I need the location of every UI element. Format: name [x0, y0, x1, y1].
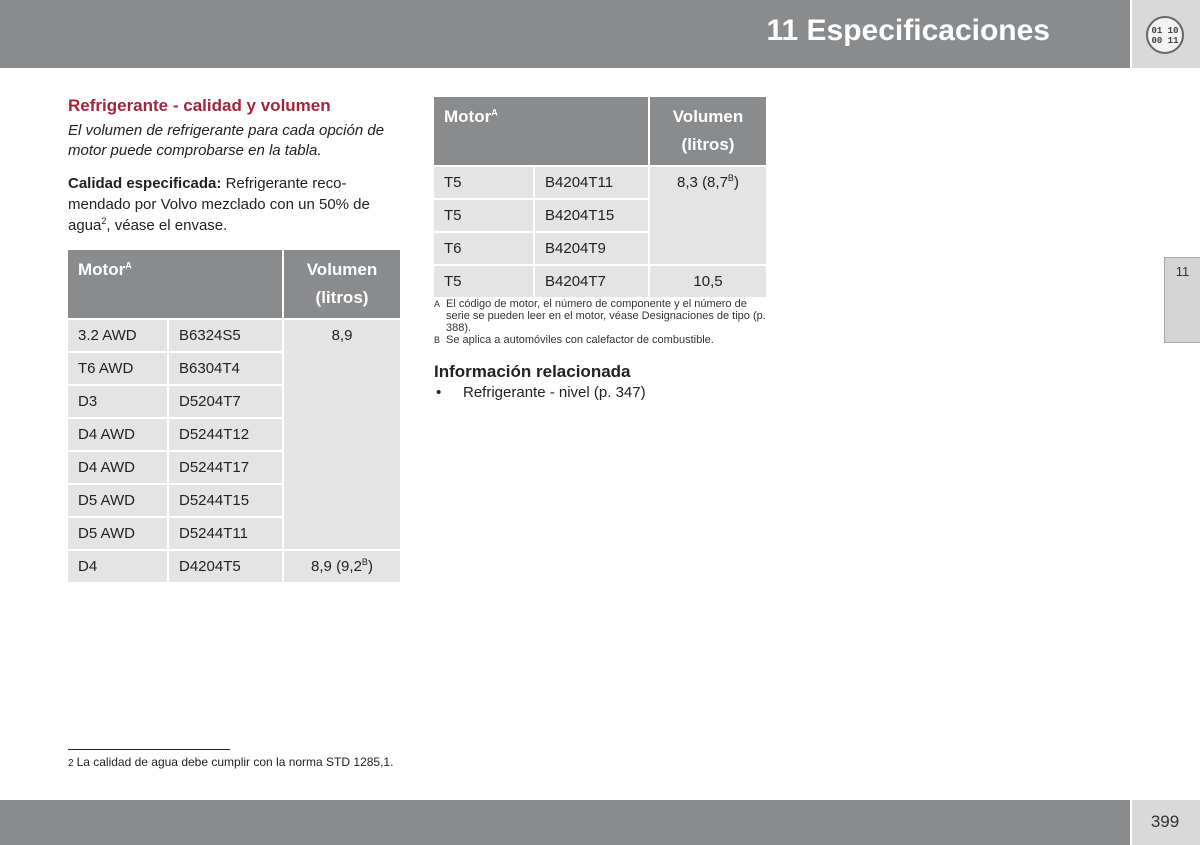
related-info [434, 362, 774, 403]
header-motor: Motor$^A$ [434, 97, 650, 167]
note-ref-b[interactable]: B [727, 173, 734, 183]
bullet: • [436, 384, 442, 401]
model-cell: T6 [434, 233, 535, 266]
section-intro: El volumen de refrigerante para cada opción de motor puede comprobarse en la tabla. [68, 122, 385, 159]
engine-code-cell: B4204T11 [535, 167, 650, 200]
engine-code-cell: D5244T17 [169, 452, 284, 485]
engine-code-cell: B4204T15 [535, 200, 650, 233]
left-column [68, 96, 400, 236]
volume-cell: 10,5 [650, 266, 766, 299]
engine-code-cell: B6324S5 [169, 320, 284, 353]
volume-cell: 8,3 $(8,7^B)$ [650, 167, 766, 266]
coolant-table-1 [68, 250, 400, 584]
section-title: Refrigerante - calidad y volumen [68, 96, 331, 115]
table-row [434, 266, 766, 299]
model-cell: T5 [434, 266, 535, 299]
table-row [68, 320, 400, 353]
table-row [434, 167, 766, 200]
note-mark: B [434, 335, 441, 345]
model-cell: D4 AWD [68, 452, 169, 485]
model-cell: T5 [434, 200, 535, 233]
model-cell: 3.2 AWD [68, 320, 169, 353]
side-chapter-tab[interactable]: 11 [1164, 257, 1200, 343]
engine-code-cell: B4204T9 [535, 233, 650, 266]
footnote-mark: 2 [68, 758, 74, 769]
model-cell: D4 AWD [68, 419, 169, 452]
table-note-b [434, 334, 769, 346]
header-bar [0, 0, 1130, 68]
model-cell: T5 [434, 167, 535, 200]
quality-label: Calidad especificada: [68, 175, 222, 192]
note-ref-a[interactable]: A [491, 107, 498, 118]
note-text: Se aplica a automóviles con calefactor de combustible. [446, 334, 714, 346]
page-number: 399 [1150, 812, 1180, 831]
quality-paragraph [68, 173, 400, 236]
volume-cell: 8,9 [284, 320, 400, 551]
engine-code-cell: D5244T15 [169, 485, 284, 518]
note-ref-a[interactable]: A [125, 260, 132, 271]
footnote-text: La calidad de agua debe cumplir con la norma STD 1285,1. [76, 755, 394, 769]
engine-code-cell: B6304T4 [169, 353, 284, 386]
table-notes [434, 298, 769, 346]
header-volume: Volumen (litros) [650, 97, 766, 167]
note-mark: A [434, 299, 441, 309]
model-cell: T6 AWD [68, 353, 169, 386]
engine-code-cell: D5244T11 [169, 518, 284, 551]
footer-bar [0, 800, 1130, 845]
engine-code-cell: B4204T7 [535, 266, 650, 299]
related-link-text[interactable]: Refrigerante - nivel (p. 347) [463, 384, 646, 401]
engine-code-cell: D5244T12 [169, 419, 284, 452]
model-cell: D5 AWD [68, 485, 169, 518]
model-cell: D3 [68, 386, 169, 419]
chapter-icon-line: 00 11 [1151, 36, 1179, 46]
page-footnote [68, 755, 393, 771]
chapter-icon-line: 01 10 [1151, 26, 1179, 36]
note-text: El código de motor, el número de componente y el número de serie se pueden leer en el motor, véase Designaciones de tipo (p. 388). [446, 298, 766, 334]
note-ref-b[interactable]: B [361, 557, 368, 567]
footnote-divider [68, 749, 230, 750]
footnote-ref[interactable]: 2 [101, 216, 107, 226]
model-cell: D5 AWD [68, 518, 169, 551]
engine-code-cell: D4204T5 [169, 551, 284, 584]
coolant-table-2 [434, 97, 766, 299]
header-volume: Volumen (litros) [284, 250, 400, 320]
engine-code-cell: D5204T7 [169, 386, 284, 419]
chapter-title: 11 Especificaciones [766, 14, 1050, 47]
chapter-specs-icon [1146, 16, 1184, 54]
model-cell: D4 [68, 551, 169, 584]
quality-text: Refrigerante reco-mendado por Volvo mezclado con un 50% de agua [68, 175, 370, 234]
related-link[interactable] [434, 383, 774, 403]
quality-text-end: , véase el envase. [106, 217, 228, 234]
table-row [68, 551, 400, 584]
related-title: Información relacionada [434, 362, 631, 381]
volume-cell: 8,9 $(9,2^B)$ [284, 551, 400, 584]
table-note-a [434, 298, 769, 334]
header-motor: Motor$^A$ [68, 250, 284, 320]
